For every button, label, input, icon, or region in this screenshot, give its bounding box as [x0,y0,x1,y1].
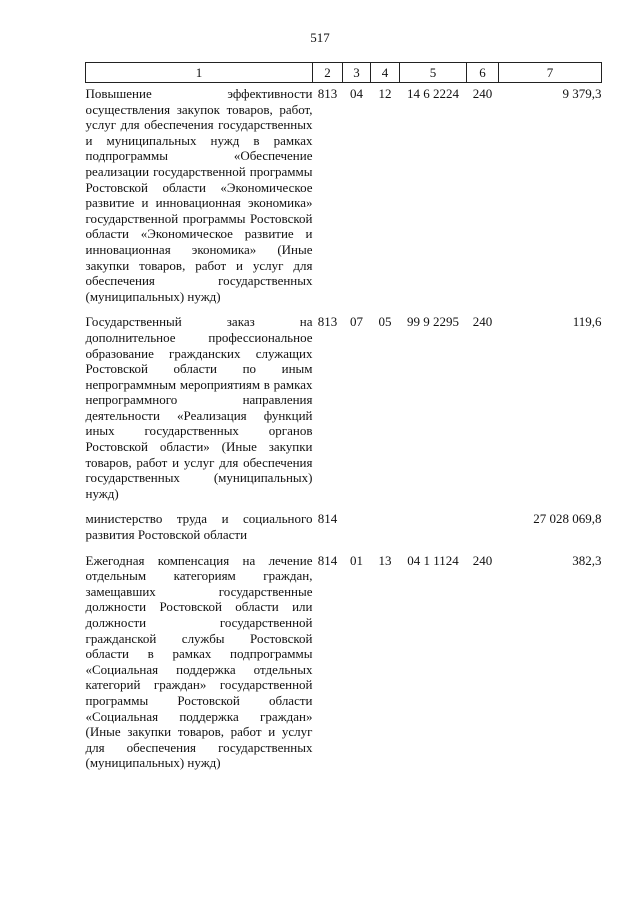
amount: 27 028 069,8 [533,511,602,527]
target-article-code: 99 9 2295 [407,314,459,330]
subsection-code: 05 [378,314,392,330]
subsection-code [371,508,400,549]
target-article-code: 14 6 2224 [407,86,459,101]
header-row [86,63,602,83]
ministry-code: 814 [317,511,338,527]
table-row [86,508,602,549]
page-number: 517 [310,30,330,45]
table-row [86,83,602,312]
amount: 382,3 [572,552,602,568]
row-description: Государственный заказ на дополнительное профессиональное образование гражданских служащих Ростовской области по иным непрограммным мероприятиям в рамках непрограммного направления деятельности «Реализация функций иных государственных органов Ростовской области» (Иные закупки товаров, работ и услуг для обеспечения государственных (муниципальных) нужд) [85,314,313,501]
column-header-1: 1 [86,63,313,83]
table-row [86,311,602,508]
row-description: Ежегодная компенсация на лечение отдельным категориям граждан, замещавших государственные должности Ростовской области или должности государственной гражданской службы Ростовской области в рамках подпрограммы «Социальная поддержка отдельных категорий граждан» государственной программы Ростовской области «Социальная поддержка граждан» (Иные закупки товаров, работ и услуг для обеспечения государственных (муниципальных) нужд) [85,552,313,771]
subsection-code: 13 [378,552,392,568]
expense-type-code: 240 [472,314,493,330]
subsection-code: 12 [378,86,392,101]
ministry-code: 814 [317,552,338,568]
amount: 9 379,3 [562,86,602,101]
column-header-5: 5 [400,63,467,83]
row-description: министерство труда и социального развития Ростовской области [85,511,313,543]
section-code [343,508,371,549]
column-header-2: 2 [313,63,343,83]
column-header-4: 4 [371,63,400,83]
ministry-code: 813 [317,86,338,101]
ministry-code: 813 [317,314,338,330]
expense-type-code [467,508,499,549]
row-description: Повышение эффективности осуществления закупок товаров, работ, услуг для обеспечения государственных и муниципальных нужд в рамках подпрограммы «Обеспечение реализации государственной программы Ростовской области «Экономическое развитие и инновационная экономика» государственной программы Ростовской области «Экономическое развитие и инновационная экономика» (Иные закупки товаров, работ и услуг для обеспечения государственных (муниципальных) нужд) [85,86,313,304]
section-code: 01 [350,552,363,568]
column-header-3: 3 [343,63,371,83]
column-header-7: 7 [499,63,602,83]
section-code: 07 [350,314,363,330]
target-article-code [400,508,467,549]
target-article-code: 04 1 1124 [407,552,459,568]
budget-table [85,62,602,778]
amount: 119,6 [572,314,602,330]
table-row [86,550,602,778]
expense-type-code: 240 [472,86,493,101]
section-code: 04 [350,86,363,101]
expense-type-code: 240 [472,552,493,568]
column-header-6: 6 [467,63,499,83]
